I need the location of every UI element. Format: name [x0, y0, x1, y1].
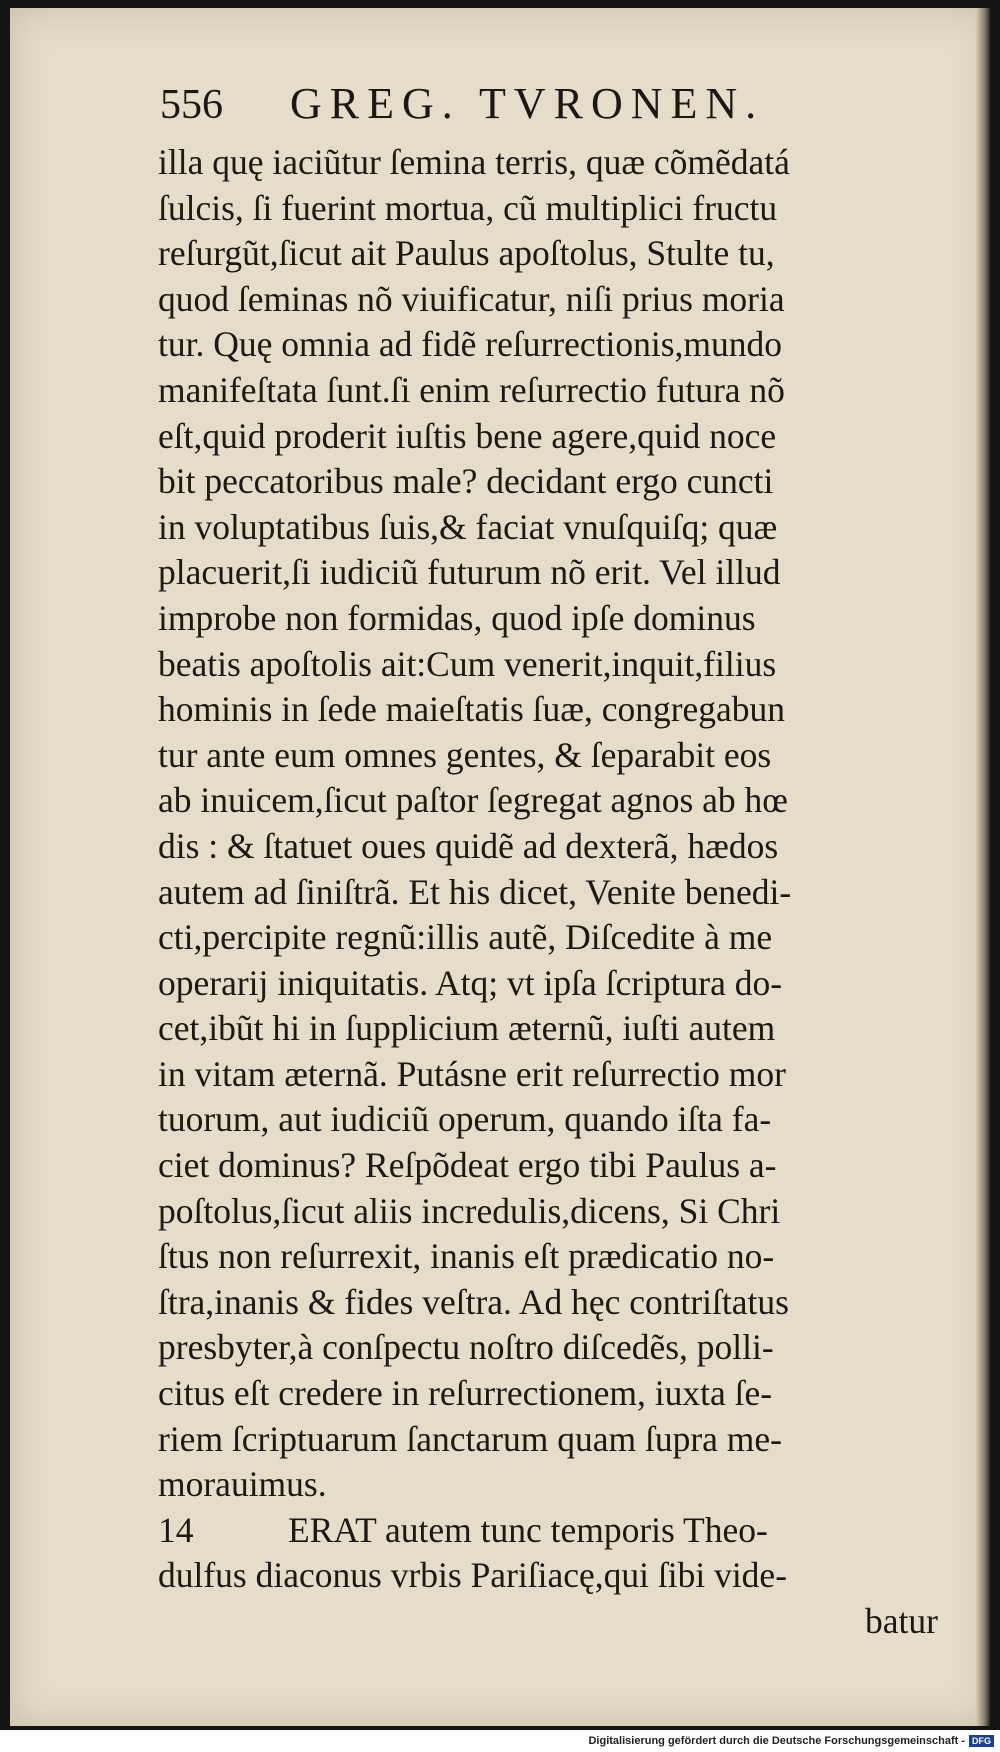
text-line: in vitam æternã. Putásne erit reſurrectio mor	[158, 1053, 786, 1094]
text-line: in voluptatibus ſuis,& faciat vnuſquiſq; quæ	[158, 506, 778, 547]
text-line: citus eſt credere in reſurrectionem, iuxta ſe-	[158, 1373, 773, 1414]
text-line: eſt,quid proderit iuſtis bene agere,quid noce	[158, 415, 777, 456]
text-line: operarij iniquitatis. Atq; vt ipſa ſcriptura do-	[158, 962, 783, 1003]
digitization-footer	[0, 1730, 1000, 1752]
text-line: bit peccatoribus male? decidant ergo cuncti	[158, 461, 774, 502]
text-block	[158, 140, 938, 1645]
text-line: illa quę iaciũtur ſemina terris, quæ cõmẽdatá	[158, 142, 790, 182]
text-line: tur ante eum omnes gentes, & ſeparabit eos	[158, 734, 772, 775]
catchword: batur	[865, 1601, 938, 1641]
text-line: improbe non formidas, quod ipſe dominus	[158, 597, 756, 638]
section-first-line	[158, 1508, 938, 1554]
text-line: cet,ibũt hi in ſupplicium æternũ, iuſti autem	[158, 1008, 776, 1049]
text-line: placuerit,ſi iudiciũ futurum nõ erit. Vel illud	[158, 552, 781, 593]
text-line: ſulcis, ſi fuerint mortua, cũ multiplici fructu	[158, 187, 778, 228]
text-line: ſtus non reſurrexit, inanis eſt prædicatio no-	[158, 1236, 775, 1277]
page-header	[160, 78, 940, 138]
text-line: manifeſtata ſunt.ſi enim reſurrectio futura nõ	[158, 369, 785, 410]
text-line: quod ſeminas nõ viuificatur, niſi prius moria	[158, 278, 785, 319]
text-line: ab inuicem,ſicut paſtor ſegregat agnos ab hœ	[158, 780, 788, 821]
text-line: dis : & ſtatuet oues quidẽ ad dexterã, hædos	[158, 825, 779, 866]
text-line: tur. Quę omnia ad fidẽ reſurrectionis,mundo	[158, 324, 783, 365]
text-line: cti,percipite regnũ:illis autẽ, Diſcedite à me	[158, 917, 773, 958]
text-line: tuorum, aut iudiciũ operum, quando iſta fa-	[158, 1099, 772, 1140]
text-line: dulfus diaconus vrbis Pariſiacę,qui ſibi vide-	[158, 1555, 788, 1596]
text-line: autem ad ſiniſtrã. Et his dicet, Venite benedi-	[158, 871, 792, 912]
text-line: morauimus.	[158, 1464, 327, 1505]
text-line: riem ſcriptuarum ſanctarum quam ſupra me-	[158, 1418, 782, 1459]
dfg-logo-icon: DFG	[969, 1735, 994, 1747]
text-line: beatis apoſtolis ait:Cum venerit,inquit,filius	[158, 643, 777, 684]
text-line: ciet dominus? Reſpõdeat ergo tibi Paulus a-	[158, 1145, 777, 1186]
footer-credit: Digitalisierung gefördert durch die Deutsche Forschungsgemeinschaft -	[588, 1735, 965, 1747]
page-number: 556	[160, 82, 223, 128]
text-line: ſtra,inanis & fides veſtra. Ad hęc contriſtatus	[158, 1281, 789, 1322]
text-line: hominis in ſede maieſtatis ſuæ, congregabun	[158, 689, 786, 730]
section-line-text: ERAT autem tunc temporis Theo-	[288, 1509, 768, 1550]
text-line: reſurgũt,ſicut ait Paulus apoſtolus, Stulte tu,	[158, 233, 775, 274]
text-line: poſtolus,ſicut aliis incredulis,dicens, Si Chri	[158, 1190, 781, 1231]
section-number: 14	[158, 1509, 194, 1550]
text-line: presbyter,à conſpectu noſtro diſcedẽs, polli-	[158, 1327, 774, 1368]
running-head: GREG. TVRONEN.	[290, 79, 765, 128]
page-spine-shadow	[976, 8, 990, 1726]
